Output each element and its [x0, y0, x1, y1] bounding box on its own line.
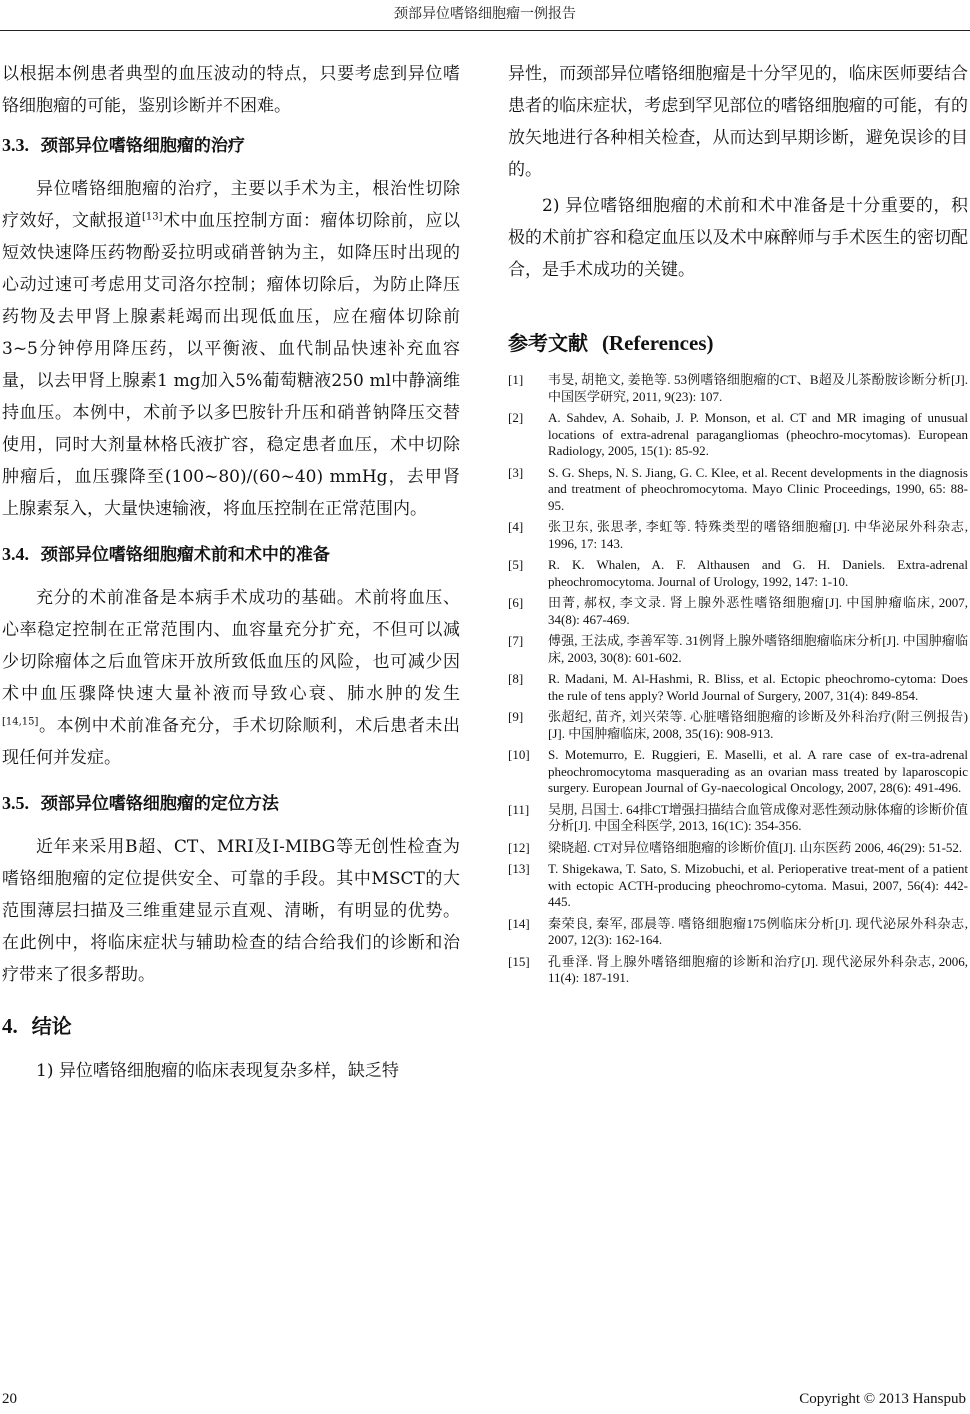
reference-number: [1] — [508, 372, 524, 387]
reference-item — [508, 372, 968, 405]
references-heading-cn: 参考文献 — [508, 331, 588, 355]
text-run: 术中血压控制方面：瘤体切除前，应以短效快速降压药物酚妥拉明或硝普钠为主，如降压时出现的心动过速可考虑用艾司洛尔控制；瘤体切除后，为防止降压药物及去甲肾上腺素耗竭而出现低血压，应在瘤体切除前3~5分钟停用降压药，以平衡液、血代制品快速补充血容量，以去甲肾上腺素1 mg加入5%葡萄糖液250 ml中静滴维持血压。本例中，术前予以多巴胺针升压和硝普钠降压交替使用，同时大剂量林格氏液扩容，稳定患者血压，术中切除肿瘤后，血压骤降至(100~80)/(60~40) mmHg，去甲肾上腺素泵入，大量快速输液，将血压控制在正常范围内。 — [2, 211, 461, 519]
reference-number: [8] — [508, 671, 524, 686]
reference-item — [508, 633, 968, 666]
section-3-5-heading — [2, 788, 460, 819]
section-title: 颈部异位嗜铬细胞瘤的定位方法 — [40, 794, 279, 814]
section-title: 颈部异位嗜铬细胞瘤的治疗 — [40, 136, 245, 156]
section-title: 结论 — [31, 1014, 72, 1038]
citation-link[interactable]: [14,15] — [2, 716, 39, 728]
reference-item — [508, 840, 968, 857]
reference-number: [11] — [508, 801, 530, 817]
reference-number: [4] — [508, 519, 524, 534]
reference-item — [508, 802, 968, 835]
conclusion-2-paragraph: 2) 异位嗜铬细胞瘤的术前和术中准备是十分重要的，积极的术前扩容和稳定血压以及术中麻醉师与手术医生的密切配合，是手术成功的关键。 — [508, 196, 968, 280]
header-rule — [0, 30, 970, 31]
section-title: 颈部异位嗜铬细胞瘤术前和术中的准备 — [40, 545, 330, 565]
running-title: 颈部异位嗜铬细胞瘤一例报告 — [394, 6, 576, 22]
references-heading-en: (References) — [601, 331, 714, 355]
reference-item — [508, 595, 968, 628]
reference-text: 张超纪, 苗齐, 刘兴荣等. 心脏嗜铬细胞瘤的诊断及外科治疗(附三例报告)[J]. 中国肿瘤临床, 2008, 35(16): 908-913. — [548, 709, 968, 741]
text-run: 异位嗜铬细胞瘤的治疗，主要以手术为主，根治性切除疗效好，文献报道 — [2, 179, 460, 231]
reference-number: [13] — [508, 861, 530, 876]
reference-number: [12] — [508, 839, 530, 855]
reference-item — [508, 465, 968, 515]
reference-number: [2] — [508, 410, 524, 425]
section-3-3-heading — [2, 130, 460, 161]
conclusion-1-paragraph: 1) 异位嗜铬细胞瘤的临床表现复杂多样，缺乏特 — [36, 1061, 399, 1081]
reference-text: 吴朋, 吕国士. 64排CT增强扫描结合血管成像对恶性颈动脉体瘤的诊断价值分析[J]. 中国全科医学, 2013, 16(1C): 354-356. — [548, 801, 968, 833]
reference-text: R. Madani, M. Al-Hashmi, R. Bliss, et al. Ectopic pheochromo-cytoma: Does the rule of tens apply? World Journal of Surgery, 2007, 31(4): 849-854. — [548, 671, 968, 703]
reference-number: [6] — [508, 595, 524, 610]
section-3-4-heading — [2, 539, 460, 570]
section-number: 3.5. — [2, 793, 29, 813]
left-column — [2, 58, 460, 1087]
reference-number: [7] — [508, 633, 524, 648]
citation-link[interactable]: [13] — [142, 211, 163, 223]
reference-text: S. G. Sheps, N. S. Jiang, G. C. Klee, et al. Recent developments in the diagnosis and treatment of pheochromocytoma. Mayo Clinic Proceedings, 1990, 65: 88-95. — [548, 464, 968, 513]
reference-number: [14] — [508, 915, 530, 931]
reference-number: [5] — [508, 557, 524, 572]
section-3-5-paragraph: 近年来采用B超、CT、MRI及I-MIBG等无创性检查为嗜铬细胞瘤的定位提供安全、可靠的手段。其中MSCT的大范围薄层扫描及三维重建显示直观、清晰，有明显的优势。在此例中，将临床症状与辅助检查的结合给我们的诊断和治疗带来了很多帮助。 — [2, 837, 460, 985]
reference-text: 张卫东, 张思孝, 李虹等. 特殊类型的嗜铬细胞瘤[J]. 中华泌尿外科杂志, 1996, 17: 143. — [548, 519, 968, 551]
intro-paragraph: 以根据本例患者典型的血压波动的特点，只要考虑到异位嗜铬细胞瘤的可能，鉴别诊断并不困难。 — [2, 64, 460, 116]
reference-number: [3] — [508, 464, 524, 480]
reference-list — [508, 372, 968, 987]
references-heading — [508, 326, 968, 360]
reference-text: A. Sahdev, A. Sohaib, J. P. Monson, et al. CT and MR imaging of unusual locations of extra-adrenal paragangliomas (pheochro-mocytomas). European Radiology, 2005, 15(1): 85-92. — [548, 410, 968, 458]
section-3-3-paragraph — [2, 173, 460, 525]
reference-number: [10] — [508, 747, 530, 762]
reference-item — [508, 747, 968, 797]
conclusion-1-continued: 异性，而颈部异位嗜铬细胞瘤是十分罕见的，临床医师要结合患者的临床症状，考虑到罕见部位的嗜铬细胞瘤的可能，有的放矢地进行各种相关检查，从而达到早期诊断，避免误诊的目的。 — [508, 64, 968, 180]
reference-number: [15] — [508, 953, 530, 969]
reference-item — [508, 671, 968, 704]
reference-text: 傅强, 王法成, 李善军等. 31例肾上腺外嗜铬细胞瘤临床分析[J]. 中国肿瘤临床, 2003, 30(8): 601-602. — [548, 633, 968, 665]
section-number: 4. — [2, 1014, 18, 1038]
reference-text: 梁晓超. CT对异位嗜铬细胞瘤的诊断价值[J]. 山东医药 2006, 46(29): 51-52. — [548, 839, 963, 855]
right-column — [508, 58, 968, 992]
reference-item — [508, 709, 968, 742]
reference-item — [508, 410, 968, 460]
reference-text: S. Motemurro, E. Ruggieri, E. Maselli, et al. A rare case of ex-tra-adrenal pheochromocytoma masquerading as an ovarian mass treated by laparoscopic surgery. European Journal of Gy-naecological Oncology, 2007, 28(6): 491-496. — [548, 747, 968, 795]
text-run: 。本例中术前准备充分，手术切除顺利，术后患者未出现任何并发症。 — [2, 716, 460, 768]
reference-item — [508, 557, 968, 590]
reference-text: T. Shigekawa, T. Sato, S. Mizobuchi, et al. Perioperative treat-ment of a patient with ectopic ACTH-producing pheochromo-cytoma. Masui, 2007, 56(4): 442-445. — [548, 861, 968, 909]
copyright-notice: Copyright © 2013 Hanspub — [799, 1391, 966, 1407]
reference-text: 孔垂泽. 肾上腺外嗜铬细胞瘤的诊断和治疗[J]. 现代泌尿外科杂志, 2006, 11(4): 187-191. — [548, 953, 968, 985]
text-run: 充分的术前准备是本病手术成功的基础。术前将血压、心率稳定控制在正常范围内、血容量充分扩充，不但可以减少切除瘤体之后血管床开放所致低血压的风险，也可减少因术中血压骤降快速大量补液而导致心衰、肺水肿的发生 — [2, 588, 460, 704]
reference-item — [508, 916, 968, 949]
reference-text: 韦旻, 胡艳文, 姜艳等. 53例嗜铬细胞瘤的CT、B超及儿茶酚胺诊断分析[J]. 中国医学研究, 2011, 9(23): 107. — [548, 372, 968, 404]
page-number: 20 — [2, 1391, 17, 1407]
reference-item — [508, 954, 968, 987]
section-3-4-paragraph — [2, 582, 460, 774]
reference-text: 田菁, 郝权, 李文录. 肾上腺外恶性嗜铬细胞瘤[J]. 中国肿瘤临床, 2007, 34(8): 467-469. — [548, 595, 968, 627]
reference-number: [9] — [508, 709, 524, 724]
reference-text: R. K. Whalen, A. F. Althausen and G. H. Daniels. Extra-adrenal pheochromocytoma. Journal of Urology, 1992, 147: 1-10. — [548, 557, 968, 589]
section-4-heading — [2, 1009, 460, 1043]
reference-item — [508, 861, 968, 911]
reference-text: 秦荣良, 秦军, 邵晨等. 嗜铬细胞瘤175例临床分析[J]. 现代泌尿外科杂志, 2007, 12(3): 162-164. — [548, 915, 968, 947]
section-number: 3.4. — [2, 544, 29, 564]
section-number: 3.3. — [2, 135, 29, 155]
reference-item — [508, 519, 968, 552]
